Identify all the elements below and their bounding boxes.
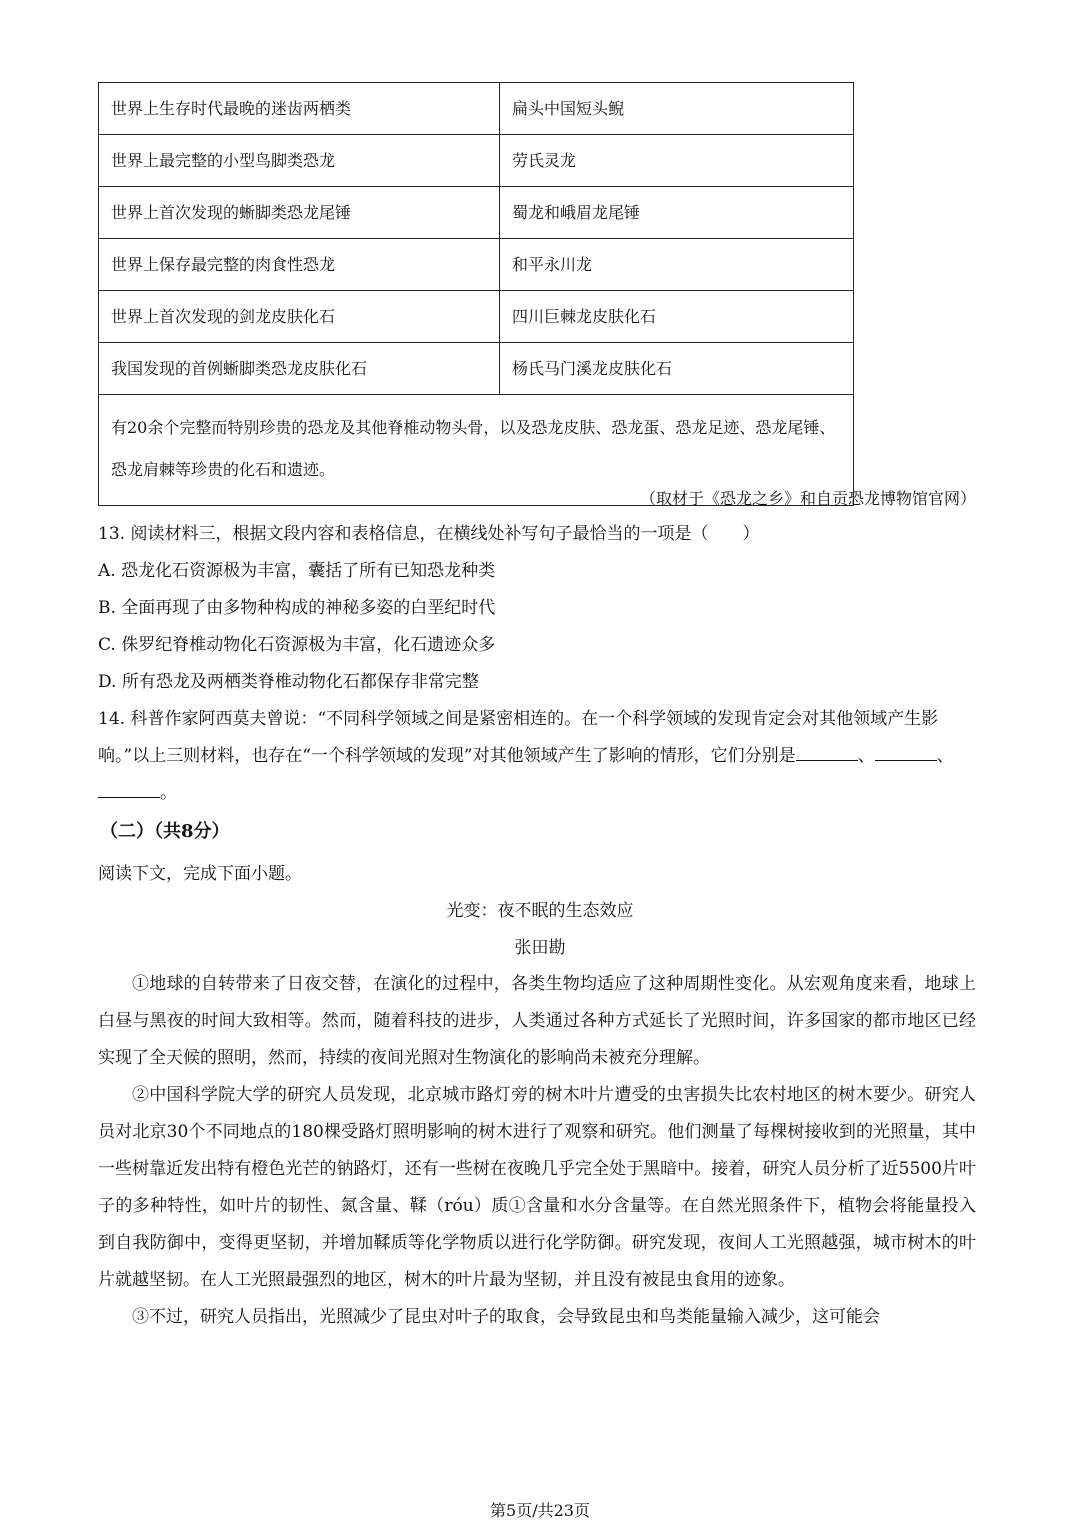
table-row [99,187,854,239]
table-row [99,83,854,135]
table-cell-name: 蜀龙和峨眉龙尾锤 [500,187,854,239]
table-cell-feature: 我国发现的首例蜥脚类恐龙皮肤化石 [99,343,500,395]
table-note: 有20余个完整而特别珍贵的恐龙及其他脊椎动物头骨，以及恐龙皮肤、恐龙蛋、恐龙足迹、恐龙尾锤、恐龙肩棘等珍贵的化石和遗迹。 [99,395,854,506]
table-cell-feature: 世界上保存最完整的肉食性恐龙 [99,239,500,291]
blank-separator: 、 [857,746,875,766]
table-cell-name: 和平永川龙 [500,239,854,291]
table-cell-feature: 世界上首次发现的蜥脚类恐龙尾锤 [99,187,500,239]
answer-blank-3[interactable] [98,779,160,798]
option-c: C. 侏罗纪脊椎动物化石资源极为丰富，化石遗迹众多 [98,635,496,655]
table-cell-feature: 世界上最完整的小型鸟脚类恐龙 [99,135,500,187]
table-cell-feature: 世界上生存时代最晚的迷齿两栖类 [99,83,500,135]
question-13 [98,516,978,701]
section-instruction: 阅读下文，完成下面小题。 [98,864,302,884]
question-14 [98,701,978,812]
answer-blank-2[interactable] [875,742,937,761]
option-a: A. 恐龙化石资源极为丰富，囊括了所有已知恐龙种类 [98,561,496,581]
question-14-text [98,701,978,812]
option-b: B. 全面再现了由多物种构成的神秘多姿的白垩纪时代 [98,598,496,618]
table-cell-name: 四川巨棘龙皮肤化石 [500,291,854,343]
sentence-end: 。 [160,783,177,803]
article-author: 张田勘 [514,938,566,958]
page-footer: 第5页/共23页 [490,1501,590,1520]
blank-separator: 、 [936,746,954,766]
table-row [99,135,854,187]
table-row [99,343,854,395]
article-body [98,966,976,1336]
option-d: D. 所有恐龙及两栖类脊椎动物化石都保存非常完整 [98,672,479,692]
article-title: 光变：夜不眠的生态效应 [446,901,634,921]
question-14-stem: 14. 科普作家阿西莫夫曾说：“不同科学领域之间是紧密相连的。在一个科学领域的发现肯定会对其他领域产生影响。”以上三则材料，也存在“一个科学领域的发现”对其他领域产生了影响的情形，它们分别是 [98,709,939,766]
table-row [99,239,854,291]
table-cell-name: 劳氏灵龙 [500,135,854,187]
source-citation: （取材于《恐龙之乡》和自贡恐龙博物馆官网） [639,489,976,508]
fossil-table-body [99,83,854,506]
table-cell-name: 扁头中国短头鲵 [500,83,854,135]
section-heading: （二）（共8分） [100,821,230,842]
question-13-stem: 13. 阅读材料三，根据文段内容和表格信息，在横线处补写句子最恰当的一项是（ ） [98,524,760,544]
table-row [99,291,854,343]
answer-blank-1[interactable] [796,742,858,761]
paragraph-2: ②中国科学院大学的研究人员发现，北京城市路灯旁的树木叶片遭受的虫害损失比农村地区的树木要少。研究人员对北京30个不同地点的180棵受路灯照明影响的树木进行了观察和研究。他们测量了每棵树接收到的光照量，其中一些树靠近发出特有橙色光芒的钠路灯，还有一些树在夜晚几乎完全处于黑暗中。接着，研究人员分析了近5500片叶子的多种特性，如叶片的韧性、氮含量、鞣（róu）质①含量和水分含量等。在自然光照条件下，植物会将能量投入到自我防御中，变得更坚韧，并增加鞣质等化学物质以进行化学防御。研究发现，夜间人工光照越强，城市树木的叶片就越坚韧。在人工光照最强烈的地区，树木的叶片最为坚韧，并且没有被昆虫食用的迹象。 [98,1085,976,1290]
table-cell-feature: 世界上首次发现的剑龙皮肤化石 [99,291,500,343]
fossil-table [98,82,854,506]
table-cell-name: 杨氏马门溪龙皮肤化石 [500,343,854,395]
paragraph-1: ①地球的自转带来了日夜交替，在演化的过程中，各类生物均适应了这种周期性变化。从宏观角度来看，地球上白昼与黑夜的时间大致相等。然而，随着科技的进步，人类通过各种方式延长了光照时间，许多国家的都市地区已经实现了全天候的照明，然而，持续的夜间光照对生物演化的影响尚未被充分理解。 [98,974,976,1068]
paragraph-3: ③不过，研究人员指出，光照减少了昆虫对叶子的取食，会导致昆虫和鸟类能量输入减少，这可能会 [132,1307,880,1327]
